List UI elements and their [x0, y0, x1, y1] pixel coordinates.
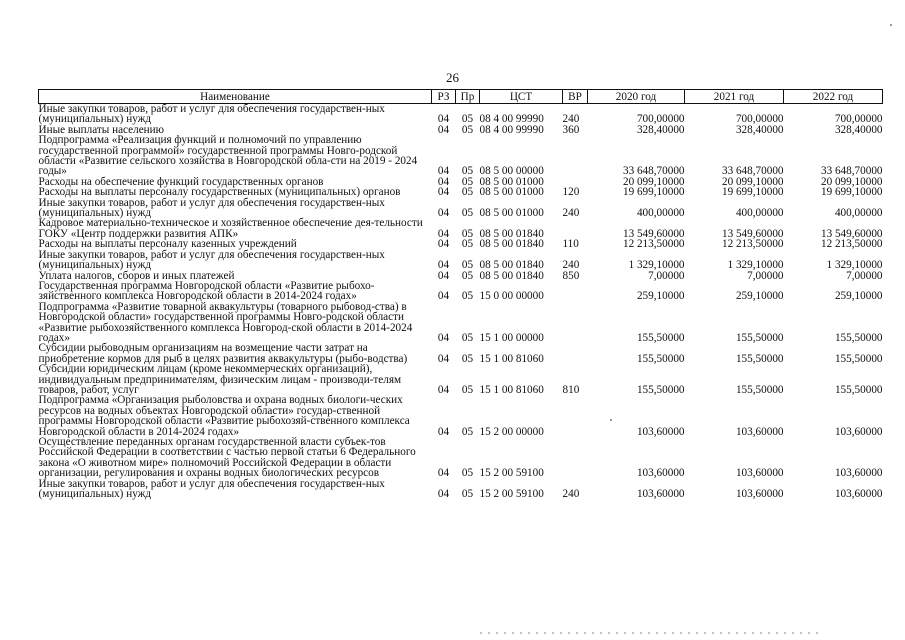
row-amount-2021: 400,00000 — [735, 207, 784, 220]
col-header-pr: Пр — [456, 90, 480, 104]
row-name: Подпрограмма «Организация рыболовства и охрана водных биологи-ческих ресурсов на водных объектах Новгородской области» государ-ственной программы Новгородской области «Развитие рыбохозяй-ственного комплекса Новгородской области в 2014-2024 годах» — [38, 394, 410, 438]
row-vr — [563, 437, 588, 479]
row-cst: 15 2 00 00000 — [479, 425, 544, 438]
row-amount-2020: 13 549,60000 — [622, 227, 685, 240]
row-amount-2021: 259,10000 — [735, 290, 784, 303]
row-amount-2020: 155,50000 — [636, 352, 685, 365]
row-amount-2022: 1 329,10000 — [826, 259, 883, 272]
row-amount-2022: 7,00000 — [846, 269, 883, 282]
row-rz: 04 — [437, 467, 450, 480]
row-pr: 05 — [461, 383, 474, 396]
row-amount-2020: 400,00000 — [636, 207, 685, 220]
row-amount-2022: 700,00000 — [834, 113, 883, 126]
table-row — [39, 479, 883, 500]
col-header-2021: 2021 год — [685, 90, 784, 104]
row-pr: 05 — [461, 186, 474, 199]
row-name: Иные закупки товаров, работ и услуг для обеспечения государствен-ных (муниципальных) нужд — [38, 196, 385, 220]
row-rz: 04 — [437, 425, 450, 438]
row-rz: 04 — [437, 331, 450, 344]
row-amount-2022: 103,60000 — [834, 467, 883, 480]
row-amount-2020: 1 329,10000 — [628, 259, 685, 272]
row-cst: 15 2 00 59100 — [479, 488, 544, 501]
row-amount-2020: 33 648,70000 — [622, 165, 685, 178]
table-row — [39, 281, 883, 302]
row-rz: 04 — [437, 488, 450, 501]
row-amount-2022: 259,10000 — [834, 290, 883, 303]
scan-artifact — [480, 632, 820, 634]
row-name: Расходы на обеспечение функций государственных органов — [38, 175, 324, 188]
row-amount-2021: 155,50000 — [735, 383, 784, 396]
row-amount-2020: 12 213,50000 — [622, 238, 685, 251]
row-vr: 360 — [562, 123, 580, 136]
row-name: Субсидии рыбоводным организациям на возмещение части затрат на приобретение кормов для рыб в целях развития аквакультуры (рыбо-водства) — [38, 342, 408, 365]
row-name: Субсидии юридическим лицам (кроме некоммерческих организаций), индивидуальным предпринимателям, физическим лицам - производи-телям товаров, работ, услуг — [38, 363, 402, 396]
row-name: Подпрограмма «Реализация функций и полномочий по управлению государственной программой» государственной программы Новго-родской области «Развитие сельского хозяйства в Новгородской обла-сти на 2019 - 2024 годы» — [38, 134, 418, 178]
row-rz: 04 — [437, 269, 450, 282]
row-name: Расходы на выплаты персоналу казенных учреждений — [38, 238, 297, 251]
row-rz: 04 — [437, 123, 450, 136]
row-pr: 05 — [461, 488, 474, 501]
row-amount-2021: 7,00000 — [747, 269, 784, 282]
row-amount-2020: 155,50000 — [636, 331, 685, 344]
row-amount-2020: 103,60000 — [636, 425, 685, 438]
row-cst: 08 5 00 01840 — [479, 259, 544, 272]
row-amount-2020: 19 699,10000 — [622, 186, 685, 199]
row-amount-2020: 700,00000 — [636, 113, 685, 126]
col-header-vr: ВР — [563, 90, 588, 104]
row-amount-2022: 13 549,60000 — [820, 227, 883, 240]
row-amount-2022: 103,60000 — [834, 488, 883, 501]
row-amount-2021: 19 699,10000 — [721, 186, 784, 199]
row-rz: 04 — [437, 227, 450, 240]
row-pr: 05 — [461, 331, 474, 344]
row-cst: 15 1 00 81060 — [479, 352, 544, 365]
row-amount-2022: 155,50000 — [834, 352, 883, 365]
row-pr: 05 — [461, 425, 474, 438]
row-vr: 120 — [562, 186, 580, 199]
row-cst: 08 5 00 01000 — [479, 207, 544, 220]
row-name: Подпрограмма «Развитие товарной аквакультуры (товарного рыбовод-ства) в Новгородской области» государственной программы Новго-родской области «Развитие рыбохозяйственного комплекса Новгород-ской области в 2014-2024 годах» — [38, 300, 413, 344]
col-header-2020: 2020 год — [588, 90, 685, 104]
row-amount-2020: 7,00000 — [648, 269, 685, 282]
row-name: Иные закупки товаров, работ и услуг для обеспечения государствен-ных (муниципальных) нужд — [38, 103, 385, 126]
table-row — [39, 302, 883, 344]
row-rz: 04 — [437, 259, 450, 272]
col-header-name: Наименование — [39, 90, 432, 104]
row-amount-2021: 20 099,10000 — [721, 175, 784, 188]
row-name: Кадровое материально-техническое и хозяйственное обеспечение дея-тельности ГОКУ «Центр поддержки развития АПК» — [38, 217, 423, 240]
row-cst: 08 4 00 99990 — [479, 113, 544, 126]
row-name: Иные закупки товаров, работ и услуг для обеспечения государствен-ных (муниципальных) нужд — [38, 248, 385, 272]
row-vr: 240 — [562, 113, 580, 126]
row-cst: 08 4 00 99990 — [479, 123, 544, 136]
table-row — [39, 364, 883, 395]
row-vr — [563, 281, 588, 302]
row-amount-2020: 328,40000 — [636, 123, 685, 136]
row-vr: 850 — [562, 269, 580, 282]
row-cst: 15 1 00 81060 — [479, 383, 544, 396]
row-vr — [563, 218, 588, 239]
row-cst: 08 5 00 01840 — [479, 227, 544, 240]
table-row — [39, 135, 883, 177]
row-amount-2021: 103,60000 — [735, 488, 784, 501]
row-amount-2021: 13 549,60000 — [721, 227, 784, 240]
row-pr: 05 — [461, 175, 474, 188]
row-amount-2021: 155,50000 — [735, 331, 784, 344]
row-vr — [563, 135, 588, 177]
table-row — [39, 343, 883, 364]
row-amount-2022: 19 699,10000 — [820, 186, 883, 199]
row-cst: 15 2 00 59100 — [479, 467, 544, 480]
row-pr: 05 — [461, 207, 474, 220]
table-row — [39, 395, 883, 437]
row-cst: 08 5 00 01000 — [479, 186, 544, 199]
row-pr: 05 — [461, 290, 474, 303]
row-name: Иные закупки товаров, работ и услуг для обеспечения государствен-ных (муниципальных) нужд — [38, 477, 385, 501]
row-name: Осуществление переданных органам государственной власти субъек-тов Российской Федерации в соответствии с частью первой статьи 6 Федерального закона «О животном мире» полномочий Российской Федерации в области организации, регулирования и охраны водных биологических ресурсов — [38, 436, 416, 480]
row-vr — [563, 343, 588, 364]
row-pr: 05 — [461, 123, 474, 136]
row-rz: 04 — [437, 207, 450, 220]
row-name: Расходы на выплаты персоналу государственных (муниципальных) органов — [38, 186, 401, 199]
table-body — [39, 104, 883, 500]
row-amount-2022: 103,60000 — [834, 425, 883, 438]
row-vr: 240 — [562, 259, 580, 272]
row-rz: 04 — [437, 383, 450, 396]
row-rz: 04 — [437, 238, 450, 251]
row-pr: 05 — [461, 227, 474, 240]
row-rz: 04 — [437, 186, 450, 199]
scan-speck — [610, 419, 612, 421]
row-pr: 05 — [461, 113, 474, 126]
row-rz: 04 — [437, 113, 450, 126]
row-cst: 15 0 00 00000 — [479, 290, 544, 303]
row-amount-2020: 155,50000 — [636, 383, 685, 396]
row-amount-2021: 12 213,50000 — [721, 238, 784, 251]
row-vr: 810 — [562, 383, 580, 396]
row-cst: 08 5 00 00000 — [479, 165, 544, 178]
row-pr: 05 — [461, 352, 474, 365]
row-amount-2021: 700,00000 — [735, 113, 784, 126]
row-amount-2022: 155,50000 — [834, 383, 883, 396]
row-cst: 08 5 00 01840 — [479, 269, 544, 282]
row-amount-2022: 400,00000 — [834, 207, 883, 220]
scan-speck — [890, 24, 892, 26]
row-rz: 04 — [437, 290, 450, 303]
col-header-cst: ЦСТ — [480, 90, 563, 104]
row-amount-2021: 1 329,10000 — [727, 259, 784, 272]
row-rz: 04 — [437, 165, 450, 178]
row-vr: 240 — [562, 488, 580, 501]
row-cst: 15 1 00 00000 — [479, 331, 544, 344]
row-amount-2021: 33 648,70000 — [721, 165, 784, 178]
row-amount-2022: 20 099,10000 — [820, 175, 883, 188]
table-row — [39, 198, 883, 219]
row-amount-2021: 103,60000 — [735, 425, 784, 438]
table-header-row — [39, 90, 883, 104]
row-name: Уплата налогов, сборов и иных платежей — [38, 269, 235, 282]
row-pr: 05 — [461, 259, 474, 272]
row-pr: 05 — [461, 165, 474, 178]
row-name: Государственная программа Новгородской области «Развитие рыбохо-зяйственного комплекса Новгородской области в 2014-2024 годах» — [38, 279, 375, 303]
table-row — [39, 104, 883, 125]
row-amount-2021: 103,60000 — [735, 467, 784, 480]
row-amount-2022: 33 648,70000 — [820, 165, 883, 178]
row-amount-2020: 20 099,10000 — [622, 175, 685, 188]
row-pr: 05 — [461, 269, 474, 282]
row-amount-2021: 155,50000 — [735, 352, 784, 365]
row-name: Иные выплаты населению — [38, 123, 164, 136]
row-amount-2020: 103,60000 — [636, 488, 685, 501]
col-header-rz: РЗ — [432, 90, 456, 104]
row-pr: 05 — [461, 467, 474, 480]
row-vr: 240 — [562, 207, 580, 220]
row-cst: 08 5 00 01840 — [479, 238, 544, 251]
row-pr: 05 — [461, 238, 474, 251]
table-row — [39, 218, 883, 239]
budget-table — [38, 89, 883, 499]
row-rz: 04 — [437, 175, 450, 188]
row-amount-2022: 155,50000 — [834, 331, 883, 344]
row-vr — [563, 302, 588, 344]
row-amount-2022: 12 213,50000 — [820, 238, 883, 251]
row-amount-2021: 328,40000 — [735, 123, 784, 136]
row-amount-2020: 259,10000 — [636, 290, 685, 303]
row-vr: 110 — [562, 238, 579, 251]
row-amount-2022: 328,40000 — [834, 123, 883, 136]
row-rz: 04 — [437, 352, 450, 365]
row-vr — [563, 395, 588, 437]
table-row — [39, 437, 883, 479]
table-row — [39, 250, 883, 271]
row-amount-2020: 103,60000 — [636, 467, 685, 480]
col-header-2022: 2022 год — [784, 90, 883, 104]
page-number: 26 — [446, 70, 459, 85]
row-cst: 08 5 00 01000 — [479, 175, 544, 188]
